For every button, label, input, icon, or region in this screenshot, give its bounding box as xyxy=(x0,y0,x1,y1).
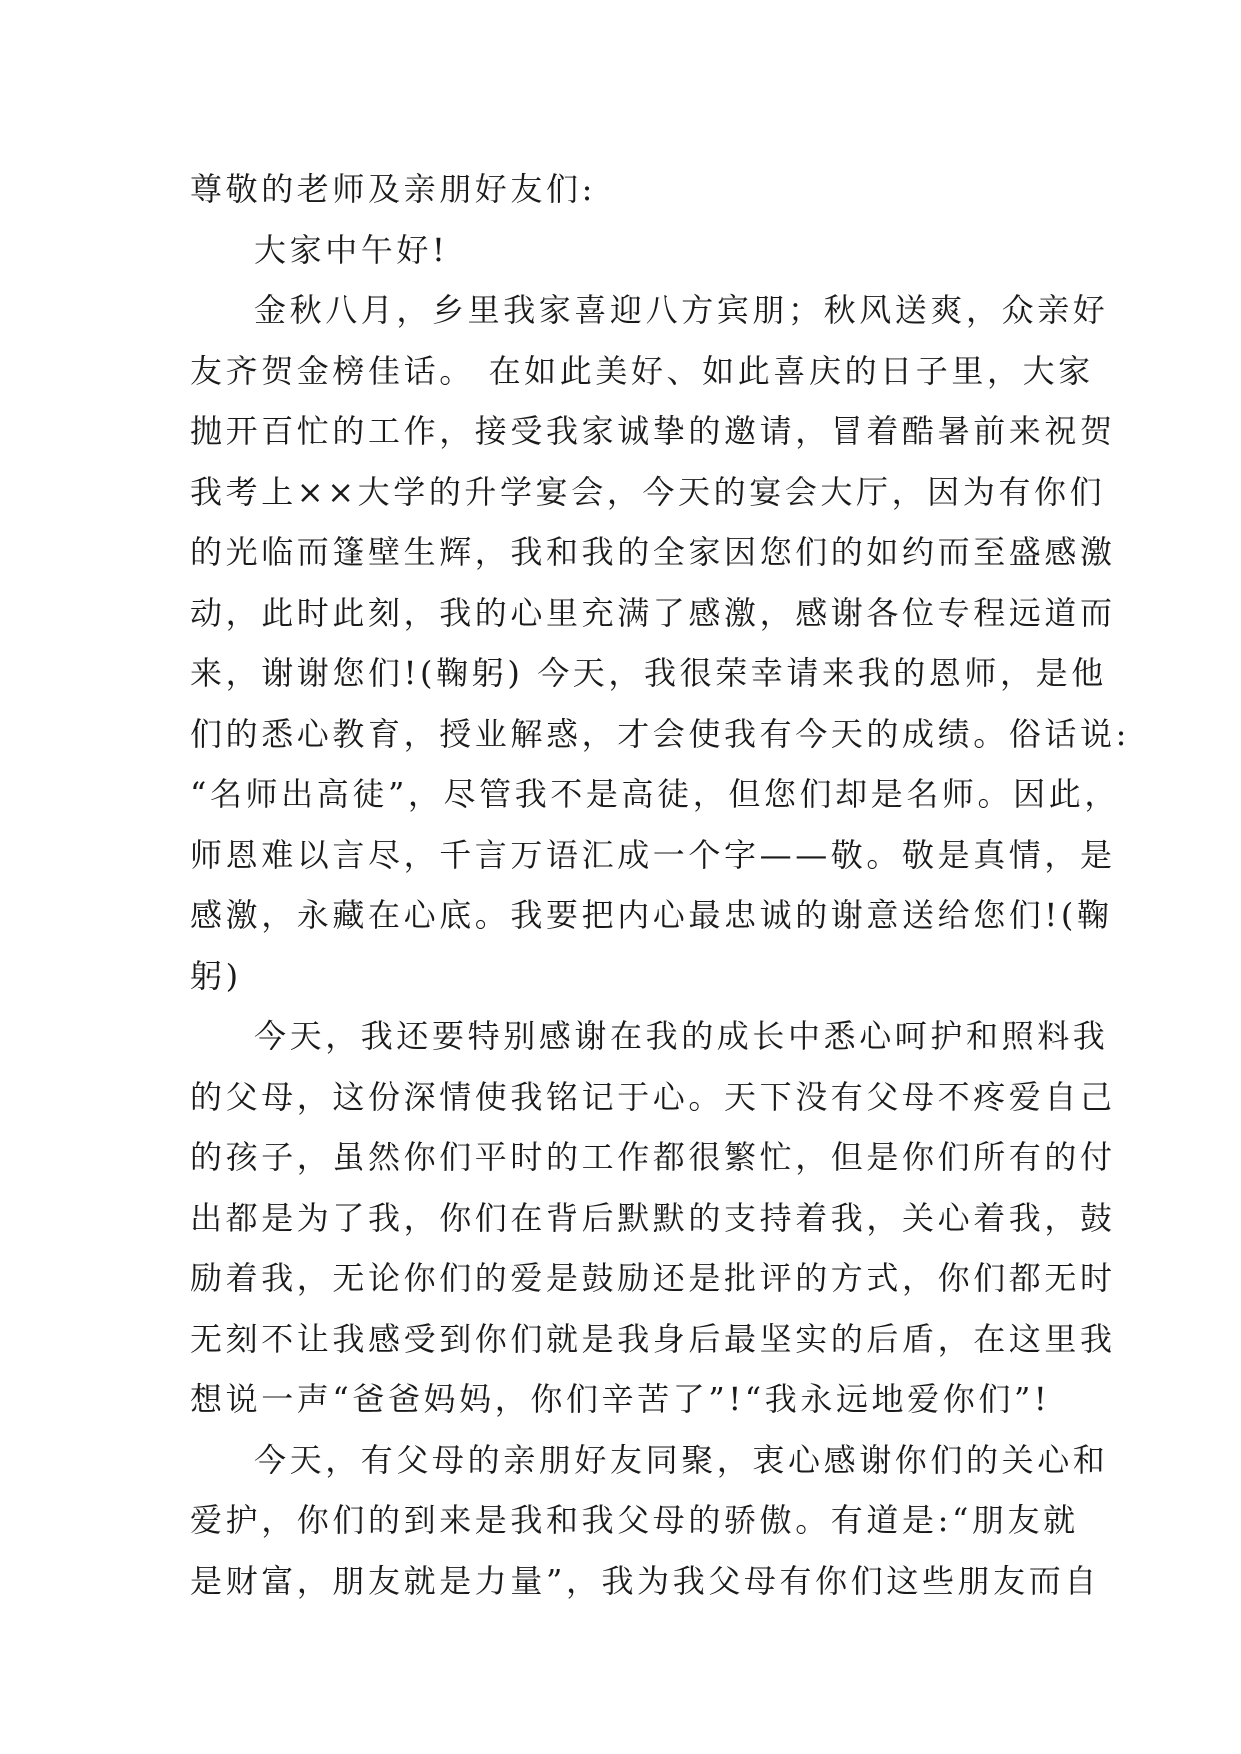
greeting-line: 大家中午好! xyxy=(254,230,449,269)
salutation xyxy=(190,159,1058,220)
paragraph-2-line: 想说一声“爸爸妈妈，你们辛苦了”!“我永远地爱你们”! xyxy=(190,1380,1051,1418)
paragraph-1-line: 友齐贺金榜佳话。 在如此美好、如此喜庆的日子里，大家 xyxy=(190,351,1094,390)
paragraph-2 xyxy=(190,1006,1116,1430)
paragraph-2-line: 励着我，无论你们的爱是鼓励还是批评的方式，你们都无时 xyxy=(190,1259,1116,1297)
paragraph-3-line: 是财富，朋友就是力量”，我为我父母有你们这些朋友而自 xyxy=(190,1561,1100,1600)
paragraph-3-line: 今天，有父母的亲朋好友同聚，衷心感谢你们的关心和 xyxy=(254,1440,1109,1479)
paragraph-1-line: 躬) xyxy=(190,956,242,995)
paragraph-1 xyxy=(190,280,1130,1006)
salutation-line: 尊敬的老师及亲朋好友们: xyxy=(190,170,596,208)
paragraph-1-line: 的光临而篷壁生辉，我和我的全家因您们的如约而至盛感激 xyxy=(190,533,1116,571)
paragraph-2-line: 出都是为了我，你们在背后默默的支持着我，关心着我，鼓 xyxy=(190,1198,1116,1237)
paragraph-3 xyxy=(190,1430,1109,1612)
paragraph-2-line: 的父母，这份深情使我铭记于心。天下没有父母不疼爱自己 xyxy=(190,1077,1116,1116)
paragraph-1-line: 金秋八月，乡里我家喜迎八方宾朋；秋风送爽，众亲好 xyxy=(254,291,1109,329)
greeting xyxy=(190,220,1058,281)
speech-body xyxy=(190,159,1130,1611)
paragraph-1-line: 抛开百忙的工作，接受我家诚挚的邀请，冒着酷暑前来祝贺 xyxy=(190,412,1116,450)
paragraph-1-line: “名师出高徒”，尽管我不是高徒，但您们却是名师。因此， xyxy=(190,775,1120,813)
paragraph-1-line: 师恩难以言尽，千言万语汇成一个字——敬。敬是真情，是 xyxy=(190,835,1116,874)
paragraph-1-line: 来，谢谢您们!(鞠躬) 今天，我很荣幸请来我的恩师，是他 xyxy=(190,654,1107,692)
paragraph-1-line: 动，此时此刻，我的心里充满了感激，感谢各位专程远道而 xyxy=(190,593,1116,632)
paragraph-2-line: 无刻不让我感受到你们就是我身后最坚实的后盾，在这里我 xyxy=(190,1319,1116,1358)
paragraph-1-line: 感激，永藏在心底。我要把内心最忠诚的谢意送给您们!(鞠 xyxy=(190,896,1113,934)
paragraph-1-line: 我考上××大学的升学宴会，今天的宴会大厅，因为有你们 xyxy=(190,472,1106,511)
paragraph-3-line: 爱护，你们的到来是我和我父母的骄傲。有道是:“朋友就 xyxy=(190,1501,1079,1539)
paragraph-2-line: 的孩子，虽然你们平时的工作都很繁忙，但是你们所有的付 xyxy=(190,1138,1116,1176)
paragraph-1-line: 们的悉心教育，授业解惑，才会使我有今天的成绩。俗话说: xyxy=(190,714,1130,753)
paragraph-2-line: 今天，我还要特别感谢在我的成长中悉心呵护和照料我 xyxy=(254,1017,1109,1055)
